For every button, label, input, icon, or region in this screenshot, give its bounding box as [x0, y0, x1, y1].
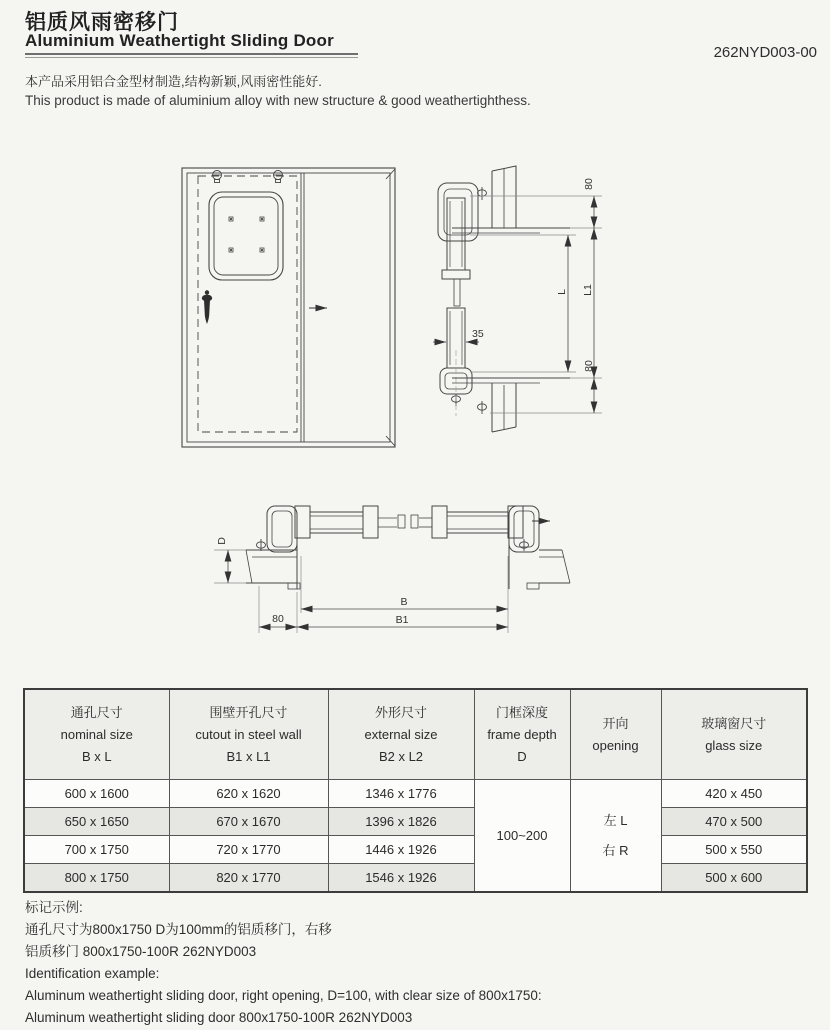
table-header-row: [24, 689, 807, 780]
description-en: This product is made of aluminium alloy with new structure & good weathertighthess.: [25, 93, 531, 108]
col-header-glass-size: 玻璃窗尺寸 glass size: [661, 689, 807, 780]
vertical-section-drawing: [433, 166, 602, 432]
external-size-cell: 1546 x 1926: [328, 864, 474, 893]
roller-bolt-icon: [274, 171, 283, 183]
table-row: [24, 864, 807, 893]
note-en-line1: Aluminum weathertight sliding door, right opening, D=100, with clear size of 800x1750:: [25, 988, 542, 1003]
cutout-size-cell: 620 x 1620: [169, 780, 328, 808]
dim-label-leaf-thickness: 35: [472, 328, 484, 340]
nominal-size-cell: 650 x 1650: [24, 808, 169, 836]
cutout-size-cell: 670 x 1670: [169, 808, 328, 836]
frame-depth-cell: 100~200: [474, 780, 570, 893]
dim-label-opening-width: B: [400, 596, 408, 608]
nominal-size-cell: 700 x 1750: [24, 836, 169, 864]
note-zh-line2: 铝质移门 800x1750-100R 262NYD003: [25, 944, 257, 959]
col-header-cutout: 围壁开孔尺寸 cutout in steel wall B1 x L1: [169, 689, 328, 780]
glass-size-cell: 470 x 500: [661, 808, 807, 836]
cutout-size-cell: 720 x 1770: [169, 836, 328, 864]
note-zh-line1: 通孔尺寸为800x1750 D为100mm的铝质移门，右移: [25, 922, 332, 937]
col-header-opening: 开向 opening: [570, 689, 661, 780]
window-porthole: [209, 192, 283, 280]
col-header-frame-depth: 门框深度 frame depth D: [474, 689, 570, 780]
opening-left-label: 左 L: [603, 812, 628, 828]
col-header-external-size: 外形尺寸 external size B2 x L2: [328, 689, 474, 780]
front-view-drawing: [182, 168, 395, 447]
door-handle-icon: [202, 290, 212, 324]
cutout-size-cell: 820 x 1770: [169, 864, 328, 893]
external-size-cell: 1446 x 1926: [328, 836, 474, 864]
bolt-icon: [452, 394, 461, 406]
horizontal-section-drawing: [214, 506, 570, 633]
glass-size-cell: 500 x 600: [661, 864, 807, 893]
col-header-nominal-size: 通孔尺寸 nominal size B x L: [24, 689, 169, 780]
dim-label-opening-height: L: [556, 289, 568, 295]
external-size-cell: 1346 x 1776: [328, 780, 474, 808]
roller-bolt-icon: [213, 171, 222, 183]
identification-notes: [25, 897, 542, 1029]
description-zh: 本产品采用铝合金型材制造,结构新颖,风雨密性能好.: [25, 74, 322, 89]
note-en-title: Identification example:: [25, 966, 160, 981]
dim-label-track-margin: 80: [272, 613, 284, 625]
nominal-size-cell: 800 x 1750: [24, 864, 169, 893]
dim-label-bottom-margin: 80: [583, 360, 595, 372]
table-row: [24, 836, 807, 864]
glass-size-cell: 420 x 450: [661, 780, 807, 808]
bolt-icon: [257, 539, 266, 551]
dimension-table: [23, 688, 808, 893]
bolt-icon: [478, 401, 487, 414]
glass-size-cell: 500 x 550: [661, 836, 807, 864]
page-title-en: Aluminium Weathertight Sliding Door: [25, 31, 334, 50]
opening-cell: [570, 780, 661, 893]
page-title-zh: 铝质风雨密移门: [25, 11, 179, 34]
note-en-line2: Aluminum weathertight sliding door 800x1750-100R 262NYD003: [25, 1010, 413, 1025]
external-size-cell: 1396 x 1826: [328, 808, 474, 836]
dim-label-cutout-height: L1: [582, 284, 594, 296]
dim-label-cutout-width: B1: [395, 614, 409, 626]
table-row: [24, 808, 807, 836]
bolt-icon: [520, 539, 529, 551]
dim-label-top-margin: 80: [583, 178, 595, 190]
opening-right-label: 右 R: [602, 842, 629, 858]
dim-label-frame-depth: D: [216, 537, 228, 545]
document-number: 262NYD003-00: [713, 44, 817, 61]
bolt-icon: [478, 187, 487, 200]
title-underline: [25, 53, 358, 58]
nominal-size-cell: 600 x 1600: [24, 780, 169, 808]
note-zh-title: 标记示例:: [25, 900, 83, 915]
window-bolt-icon: [229, 217, 264, 252]
table-row: [24, 780, 807, 808]
